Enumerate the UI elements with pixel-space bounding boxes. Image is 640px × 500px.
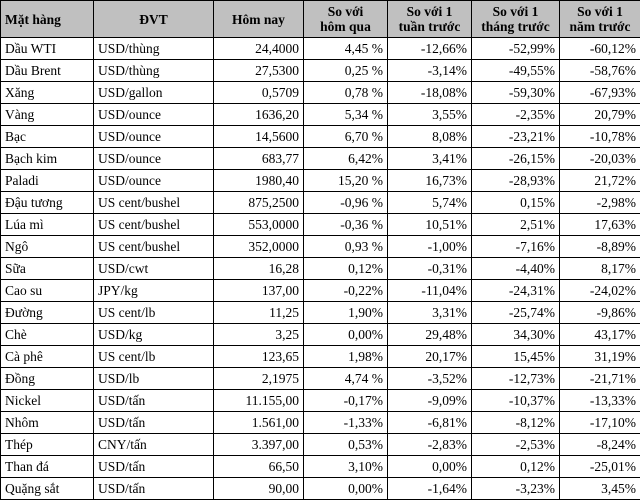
cell-vs-year: 31,19% bbox=[560, 346, 640, 368]
cell-vs-week: -1,00% bbox=[388, 236, 472, 258]
header-vs-week bbox=[388, 1, 472, 38]
cell-today: 14,5600 bbox=[214, 126, 304, 148]
cell-item: Đậu tương bbox=[1, 192, 94, 214]
cell-item: Ngô bbox=[1, 236, 94, 258]
header-vs-year bbox=[560, 1, 640, 38]
cell-vs-week: 3,55% bbox=[388, 104, 472, 126]
cell-today: 1636,20 bbox=[214, 104, 304, 126]
table-body bbox=[1, 38, 640, 500]
cell-vs-week: -0,31% bbox=[388, 258, 472, 280]
cell-vs-year: 43,17% bbox=[560, 324, 640, 346]
cell-item: Dầu WTI bbox=[1, 38, 94, 60]
table-header-row bbox=[1, 1, 640, 38]
cell-vs-month: -49,55% bbox=[472, 60, 560, 82]
cell-item: Dầu Brent bbox=[1, 60, 94, 82]
cell-vs-year: -58,76% bbox=[560, 60, 640, 82]
cell-vs-month: 15,45% bbox=[472, 346, 560, 368]
cell-item: Vàng bbox=[1, 104, 94, 126]
cell-vs-week: 3,41% bbox=[388, 148, 472, 170]
cell-vs-week: -9,09% bbox=[388, 390, 472, 412]
table-row bbox=[1, 456, 640, 478]
cell-item: Nickel bbox=[1, 390, 94, 412]
cell-today: 90,00 bbox=[214, 478, 304, 500]
table-row bbox=[1, 60, 640, 82]
cell-vs-yesterday: 0,78 % bbox=[304, 82, 388, 104]
cell-item: Cà phê bbox=[1, 346, 94, 368]
cell-vs-month: -8,12% bbox=[472, 412, 560, 434]
cell-vs-yesterday: 15,20 % bbox=[304, 170, 388, 192]
cell-item: Than đá bbox=[1, 456, 94, 478]
cell-vs-yesterday: 0,00% bbox=[304, 478, 388, 500]
cell-unit: US cent/bushel bbox=[94, 236, 214, 258]
cell-today: 553,0000 bbox=[214, 214, 304, 236]
cell-today: 137,00 bbox=[214, 280, 304, 302]
cell-vs-year: -24,02% bbox=[560, 280, 640, 302]
cell-item: Đồng bbox=[1, 368, 94, 390]
cell-vs-month: -3,23% bbox=[472, 478, 560, 500]
cell-vs-week: 0,00% bbox=[388, 456, 472, 478]
cell-vs-yesterday: 0,12% bbox=[304, 258, 388, 280]
header-today: Hôm nay bbox=[214, 1, 304, 38]
cell-unit: JPY/kg bbox=[94, 280, 214, 302]
header-item: Mặt hàng bbox=[1, 1, 94, 38]
cell-vs-yesterday: -0,17% bbox=[304, 390, 388, 412]
header-vs-week-line2: tuần trước bbox=[392, 19, 467, 34]
cell-vs-year: -21,71% bbox=[560, 368, 640, 390]
cell-vs-yesterday: 0,00% bbox=[304, 324, 388, 346]
cell-unit: USD/ounce bbox=[94, 126, 214, 148]
cell-unit: USD/thùng bbox=[94, 60, 214, 82]
table-row bbox=[1, 214, 640, 236]
cell-today: 0,5709 bbox=[214, 82, 304, 104]
table-row bbox=[1, 170, 640, 192]
cell-unit: USD/ounce bbox=[94, 148, 214, 170]
cell-vs-month: 0,15% bbox=[472, 192, 560, 214]
cell-today: 11,25 bbox=[214, 302, 304, 324]
table-row bbox=[1, 390, 640, 412]
cell-vs-year: 8,17% bbox=[560, 258, 640, 280]
cell-vs-year: 17,63% bbox=[560, 214, 640, 236]
table-row bbox=[1, 412, 640, 434]
table-row bbox=[1, 104, 640, 126]
header-vs-month-line2: tháng trước bbox=[476, 19, 555, 34]
cell-unit: USD/thùng bbox=[94, 38, 214, 60]
cell-unit: USD/gallon bbox=[94, 82, 214, 104]
cell-item: Paladi bbox=[1, 170, 94, 192]
cell-vs-yesterday: -0,96 % bbox=[304, 192, 388, 214]
cell-unit: US cent/lb bbox=[94, 346, 214, 368]
cell-unit: USD/cwt bbox=[94, 258, 214, 280]
header-unit: ĐVT bbox=[94, 1, 214, 38]
cell-vs-year: -10,78% bbox=[560, 126, 640, 148]
cell-vs-yesterday: 1,98% bbox=[304, 346, 388, 368]
cell-vs-yesterday: 6,42% bbox=[304, 148, 388, 170]
cell-vs-month: -52,99% bbox=[472, 38, 560, 60]
cell-unit: CNY/tấn bbox=[94, 434, 214, 456]
cell-unit: USD/ounce bbox=[94, 170, 214, 192]
cell-vs-month: -2,53% bbox=[472, 434, 560, 456]
cell-unit: USD/tấn bbox=[94, 456, 214, 478]
cell-vs-week: -3,52% bbox=[388, 368, 472, 390]
cell-vs-month: -25,74% bbox=[472, 302, 560, 324]
cell-vs-week: -3,14% bbox=[388, 60, 472, 82]
cell-vs-yesterday: 0,53% bbox=[304, 434, 388, 456]
cell-vs-year: -67,93% bbox=[560, 82, 640, 104]
cell-vs-year: 20,79% bbox=[560, 104, 640, 126]
cell-vs-yesterday: 4,74 % bbox=[304, 368, 388, 390]
cell-vs-week: -1,64% bbox=[388, 478, 472, 500]
table-row bbox=[1, 236, 640, 258]
cell-unit: US cent/lb bbox=[94, 302, 214, 324]
header-vs-month bbox=[472, 1, 560, 38]
cell-vs-month: -59,30% bbox=[472, 82, 560, 104]
cell-vs-yesterday: -1,33% bbox=[304, 412, 388, 434]
cell-today: 352,0000 bbox=[214, 236, 304, 258]
cell-vs-week: -11,04% bbox=[388, 280, 472, 302]
cell-item: Bạch kim bbox=[1, 148, 94, 170]
header-vs-year-line1: So với 1 bbox=[564, 4, 636, 19]
cell-item: Đường bbox=[1, 302, 94, 324]
table-row bbox=[1, 434, 640, 456]
cell-today: 875,2500 bbox=[214, 192, 304, 214]
cell-today: 27,5300 bbox=[214, 60, 304, 82]
cell-vs-week: 20,17% bbox=[388, 346, 472, 368]
cell-unit: USD/lb bbox=[94, 368, 214, 390]
cell-item: Bạc bbox=[1, 126, 94, 148]
header-vs-week-line1: So với 1 bbox=[392, 4, 467, 19]
header-vs-year-line2: năm trước bbox=[564, 19, 636, 34]
table-row bbox=[1, 38, 640, 60]
cell-vs-year: -13,33% bbox=[560, 390, 640, 412]
cell-unit: USD/ounce bbox=[94, 104, 214, 126]
cell-vs-week: -6,81% bbox=[388, 412, 472, 434]
cell-vs-week: -18,08% bbox=[388, 82, 472, 104]
cell-vs-year: -25,01% bbox=[560, 456, 640, 478]
cell-vs-yesterday: -0,36 % bbox=[304, 214, 388, 236]
cell-vs-week: 3,31% bbox=[388, 302, 472, 324]
table-row bbox=[1, 192, 640, 214]
cell-unit: USD/tấn bbox=[94, 390, 214, 412]
header-vs-yesterday-line1: So với bbox=[308, 4, 383, 19]
cell-unit: US cent/bushel bbox=[94, 192, 214, 214]
cell-vs-month: -2,35% bbox=[472, 104, 560, 126]
cell-vs-month: -7,16% bbox=[472, 236, 560, 258]
header-vs-month-line1: So với 1 bbox=[476, 4, 555, 19]
table-row bbox=[1, 280, 640, 302]
cell-vs-month: -24,31% bbox=[472, 280, 560, 302]
cell-today: 3.397,00 bbox=[214, 434, 304, 456]
cell-vs-year: 21,72% bbox=[560, 170, 640, 192]
cell-today: 2,1975 bbox=[214, 368, 304, 390]
cell-vs-year: -8,24% bbox=[560, 434, 640, 456]
cell-vs-year: -20,03% bbox=[560, 148, 640, 170]
cell-unit: USD/tấn bbox=[94, 412, 214, 434]
cell-vs-month: -4,40% bbox=[472, 258, 560, 280]
cell-vs-yesterday: 4,45 % bbox=[304, 38, 388, 60]
cell-vs-yesterday: 1,90% bbox=[304, 302, 388, 324]
cell-vs-month: 34,30% bbox=[472, 324, 560, 346]
cell-vs-yesterday: 0,25 % bbox=[304, 60, 388, 82]
cell-item: Lúa mì bbox=[1, 214, 94, 236]
cell-item: Thép bbox=[1, 434, 94, 456]
cell-vs-month: -12,73% bbox=[472, 368, 560, 390]
cell-vs-year: -17,10% bbox=[560, 412, 640, 434]
cell-vs-year: 3,45% bbox=[560, 478, 640, 500]
cell-today: 3,25 bbox=[214, 324, 304, 346]
cell-vs-week: -2,83% bbox=[388, 434, 472, 456]
cell-item: Xăng bbox=[1, 82, 94, 104]
table-row bbox=[1, 324, 640, 346]
cell-vs-month: 2,51% bbox=[472, 214, 560, 236]
table-row bbox=[1, 126, 640, 148]
cell-vs-week: 5,74% bbox=[388, 192, 472, 214]
table-row bbox=[1, 368, 640, 390]
cell-vs-year: -9,86% bbox=[560, 302, 640, 324]
cell-item: Sữa bbox=[1, 258, 94, 280]
cell-item: Quặng sắt bbox=[1, 478, 94, 500]
cell-vs-month: -26,15% bbox=[472, 148, 560, 170]
cell-vs-yesterday: 6,70 % bbox=[304, 126, 388, 148]
cell-vs-yesterday: 0,93 % bbox=[304, 236, 388, 258]
cell-vs-week: 16,73% bbox=[388, 170, 472, 192]
cell-vs-week: 10,51% bbox=[388, 214, 472, 236]
cell-vs-week: -12,66% bbox=[388, 38, 472, 60]
cell-vs-yesterday: 5,34 % bbox=[304, 104, 388, 126]
cell-today: 123,65 bbox=[214, 346, 304, 368]
cell-item: Cao su bbox=[1, 280, 94, 302]
cell-vs-month: -28,93% bbox=[472, 170, 560, 192]
header-vs-yesterday-line2: hôm qua bbox=[308, 19, 383, 34]
cell-vs-month: 0,12% bbox=[472, 456, 560, 478]
cell-vs-year: -8,89% bbox=[560, 236, 640, 258]
cell-vs-month: -10,37% bbox=[472, 390, 560, 412]
cell-today: 11.155,00 bbox=[214, 390, 304, 412]
cell-item: Chè bbox=[1, 324, 94, 346]
table-row bbox=[1, 346, 640, 368]
cell-vs-yesterday: -0,22% bbox=[304, 280, 388, 302]
cell-vs-month: -23,21% bbox=[472, 126, 560, 148]
table-row bbox=[1, 258, 640, 280]
cell-today: 1980,40 bbox=[214, 170, 304, 192]
cell-unit: USD/tấn bbox=[94, 478, 214, 500]
cell-vs-year: -2,98% bbox=[560, 192, 640, 214]
cell-vs-year: -60,12% bbox=[560, 38, 640, 60]
cell-today: 1.561,00 bbox=[214, 412, 304, 434]
cell-today: 683,77 bbox=[214, 148, 304, 170]
cell-vs-yesterday: 3,10% bbox=[304, 456, 388, 478]
header-vs-yesterday bbox=[304, 1, 388, 38]
table-row bbox=[1, 302, 640, 324]
cell-item: Nhôm bbox=[1, 412, 94, 434]
table-row bbox=[1, 82, 640, 104]
cell-today: 24,4000 bbox=[214, 38, 304, 60]
cell-unit: US cent/bushel bbox=[94, 214, 214, 236]
cell-vs-week: 29,48% bbox=[388, 324, 472, 346]
cell-unit: USD/kg bbox=[94, 324, 214, 346]
cell-today: 66,50 bbox=[214, 456, 304, 478]
cell-today: 16,28 bbox=[214, 258, 304, 280]
table-row bbox=[1, 148, 640, 170]
cell-vs-week: 8,08% bbox=[388, 126, 472, 148]
